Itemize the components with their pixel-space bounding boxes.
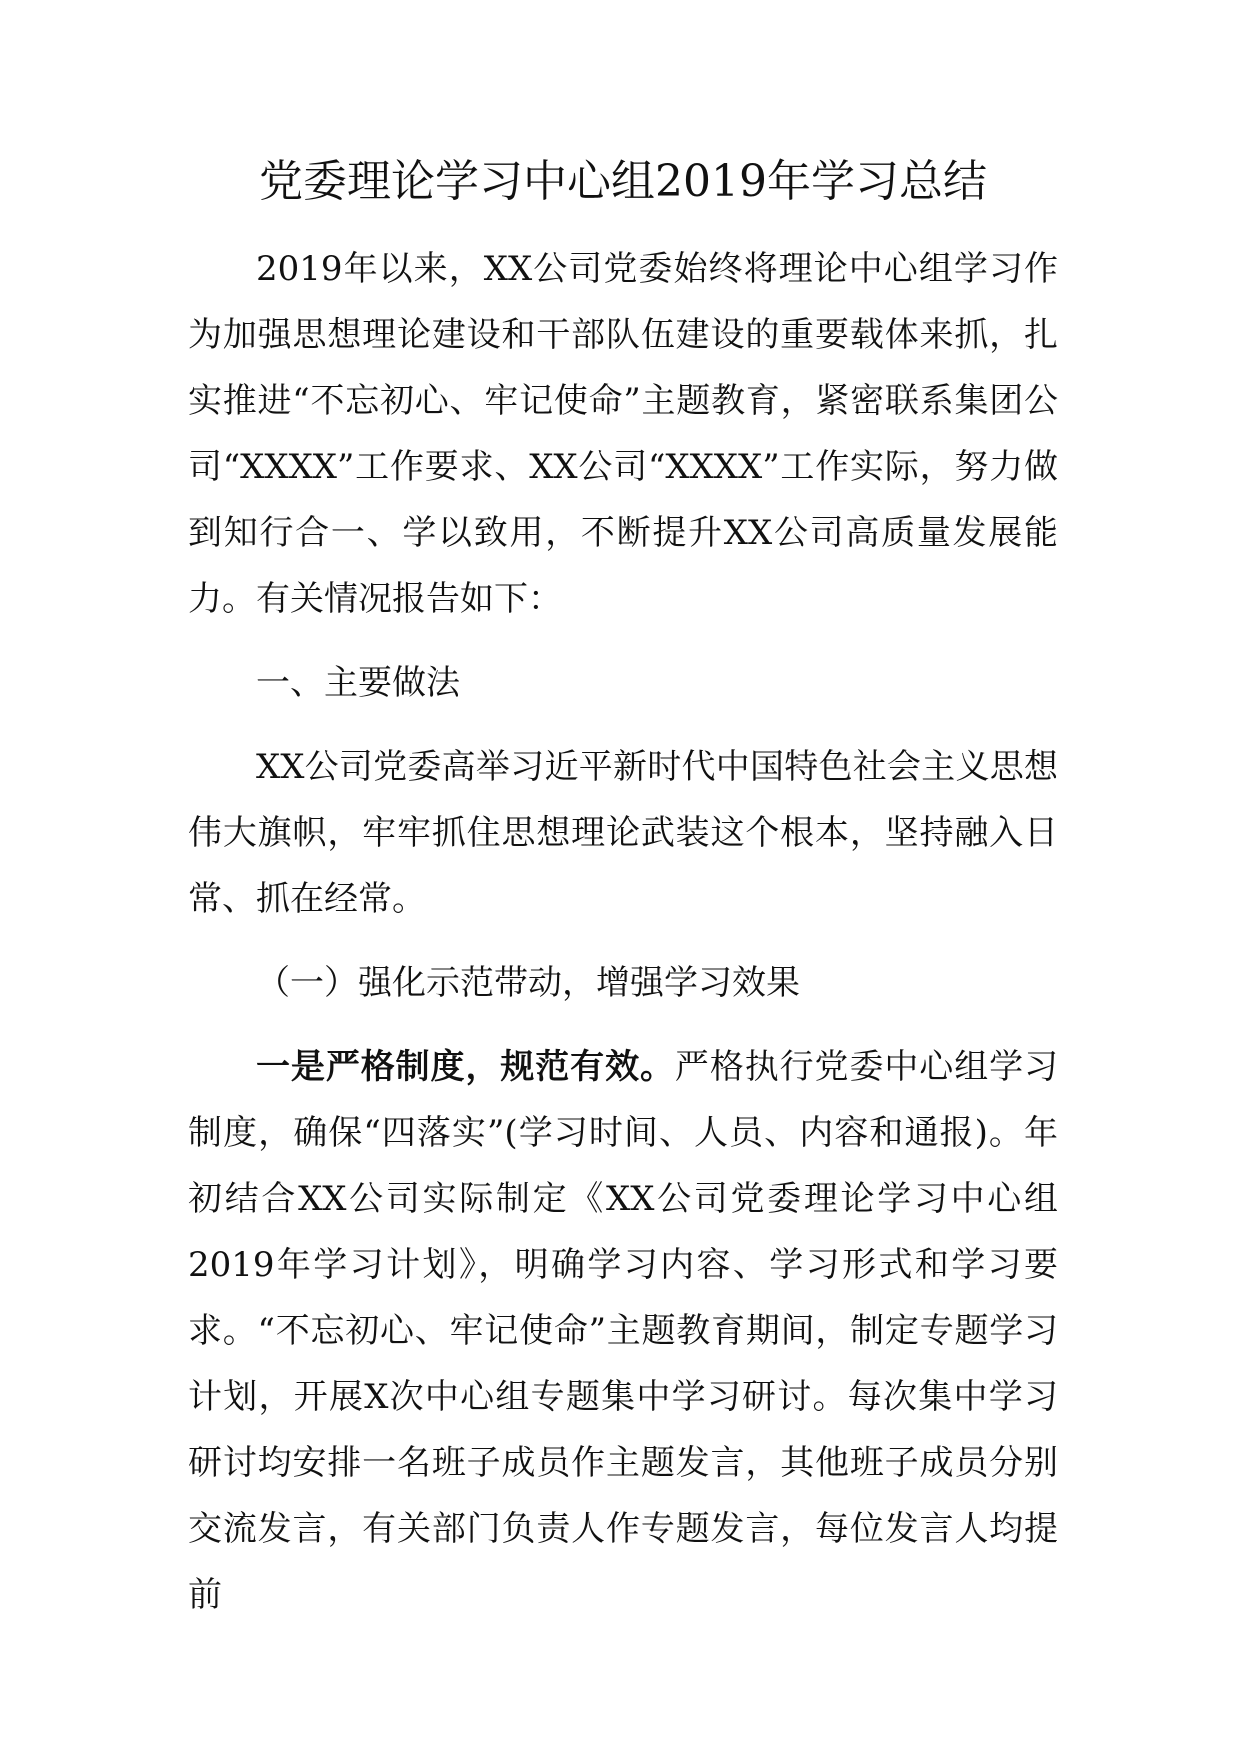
point1-body: 严格执行党委中心组学习制度，确保“四落实”(学习时间、人员、内容和通报)。年初结合XX公司实际制定《XX公司党委理论学习中心组2019年学习计划》，明确学习内容、学习形式和学习要求。“不忘初心、牢记使命”主题教育期间，制定专题学习计划，开展X次中心组专题集中学习研讨。每次集中学习研讨均安排一名班子成员作主题发言，其他班子成员分别交流发言，有关部门负责人作专题发言，每位发言人均提前 bbox=[188, 1047, 1059, 1615]
intro-paragraph: 2019年以来，XX公司党委始终将理论中心组学习作为加强思想理论建设和干部队伍建设的重要载体来抓，扎实推进“不忘初心、牢记使命”主题教育，紧密联系集团公司“XXXX”工作要求、XX公司“XXXX”工作实际，努力做到知行合一、学以致用，不断提升XX公司高质量发展能力。有关情况报告如下： bbox=[188, 249, 1058, 619]
document-title: 党委理论学习中心组2019年学习总结 bbox=[259, 156, 987, 207]
point1-paragraph bbox=[188, 1034, 1058, 1628]
subsection-heading-1: （一）强化示范带动，增强学习效果 bbox=[256, 963, 800, 1003]
document-page bbox=[188, 150, 1058, 1628]
section-heading-main-practices: 一、主要做法 bbox=[256, 663, 460, 703]
point1-lead: 一是严格制度，规范有效。 bbox=[256, 1047, 675, 1087]
section1-paragraph: XX公司党委高举习近平新时代中国特色社会主义思想伟大旗帜，牢牢抓住思想理论武装这个根本，坚持融入日常、抓在经常。 bbox=[188, 747, 1058, 919]
